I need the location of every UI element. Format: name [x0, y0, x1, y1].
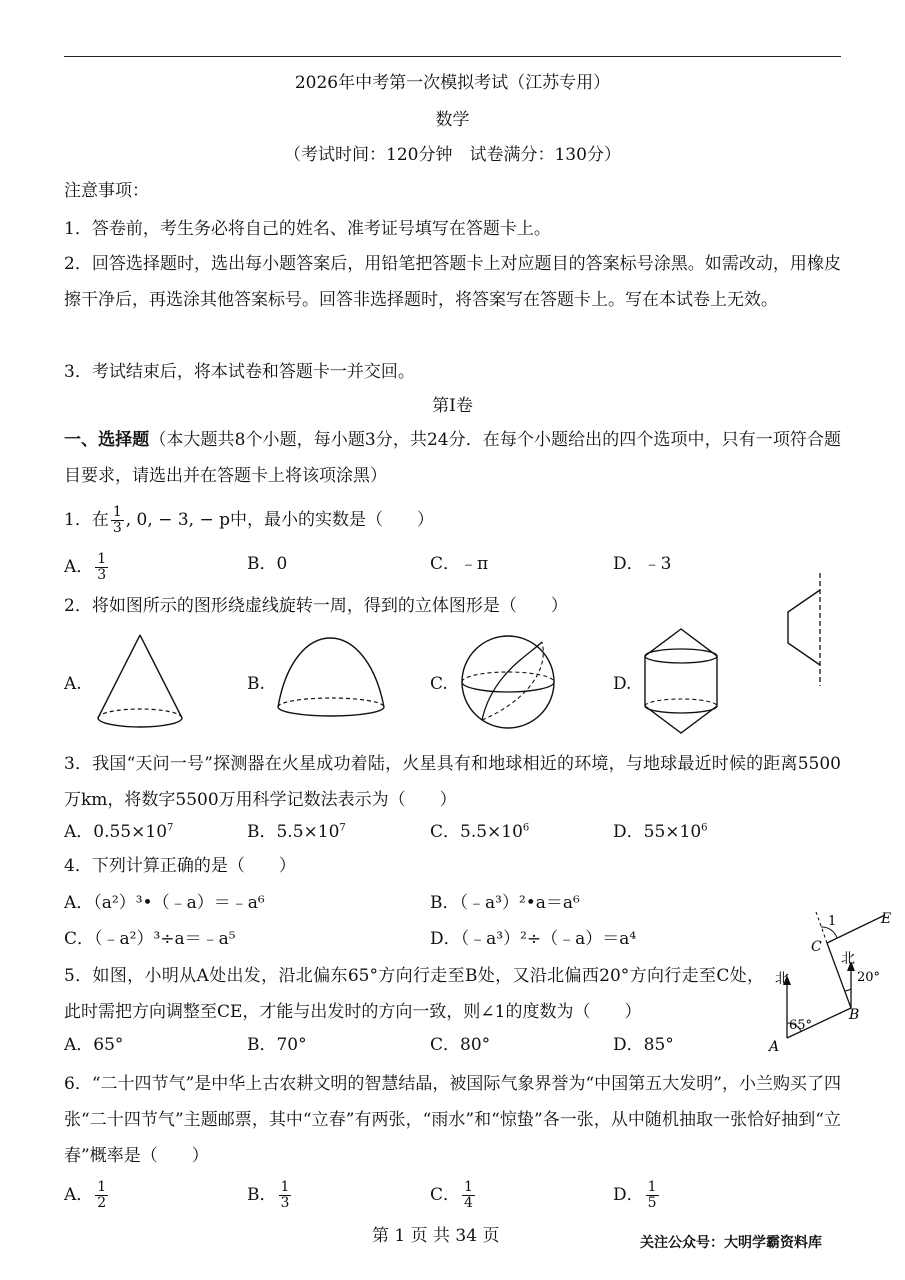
- trapezoid-figure: [780, 570, 840, 690]
- q3-c-text: C．5.5×10: [430, 822, 523, 842]
- q4-option-c: C．（﹣a²）³÷a＝﹣a⁵: [64, 929, 236, 949]
- point-b-label: B: [849, 1007, 860, 1023]
- q6-option-d: [613, 1180, 661, 1211]
- q3-b-exp: 7: [339, 822, 346, 834]
- q1-frac-num: 1: [112, 504, 122, 520]
- q3-a-exp: 7: [167, 822, 174, 834]
- q2-label-a: A.: [64, 674, 82, 694]
- paraboloid-figure: [274, 635, 394, 725]
- q3-option-a: [64, 820, 173, 844]
- note-item-3: 3．考试结束后，将本试卷和答题卡一并交回。: [64, 362, 415, 382]
- q6-d-den: 5: [647, 1195, 657, 1211]
- q3-c-exp: 6: [522, 822, 530, 834]
- q4-stem: 4．下列计算正确的是（ ）: [64, 856, 296, 876]
- q5-option-a: A．65°: [64, 1035, 124, 1055]
- q6-d-label: D．: [613, 1185, 644, 1205]
- angle-20-label: 20°: [857, 970, 881, 985]
- q6-b-num: 1: [280, 1179, 290, 1195]
- q5-stem: 5．如图，小明从A处出发，沿北偏东65°方向行走至B处，又沿北偏西20°方向行走至C处，此时需把方向调整至CE，才能与出发时的方向一致，则∠1的度数为（ ）: [64, 966, 764, 1022]
- q1-option-c: C．﹣π: [430, 554, 489, 574]
- q6-option-a: [64, 1180, 110, 1211]
- q2-stem: 2．将如图所示的图形绕虚线旋转一周，得到的立体图形是（ ）: [64, 596, 568, 616]
- page-number: 第 1 页 共 34 页: [372, 1226, 500, 1246]
- section-heading: [64, 422, 841, 494]
- q2-label-b: B.: [247, 674, 265, 694]
- q1-option-b: B．0: [247, 554, 288, 574]
- note-item-1: 1．答卷前，考生务必将自己的姓名、准考证号填写在答题卡上。: [64, 219, 551, 239]
- cone-figure: [92, 630, 192, 730]
- notes-heading: 注意事项：: [64, 181, 149, 201]
- q1-fraction: [111, 505, 124, 536]
- q3-d-text: D．55×10: [613, 822, 702, 842]
- q5-option-b: B．70°: [247, 1035, 307, 1055]
- q3-d-exp: 6: [701, 822, 708, 834]
- q6-option-c: [430, 1180, 477, 1211]
- north-label-a: 北: [775, 971, 789, 987]
- q6-b-frac: [279, 1180, 292, 1211]
- q3-option-c: [430, 820, 529, 844]
- q1-a-label: A．: [64, 557, 94, 577]
- q4-option-a: A．（a²）³•（﹣a）＝﹣a⁶: [64, 893, 265, 913]
- q6-a-num: 1: [97, 1179, 107, 1195]
- angle-1-label: 1: [828, 914, 837, 929]
- q4-option-b: B．（﹣a³）²•a＝a⁶: [430, 893, 580, 913]
- section-heading-rest: （本大题共8个小题，每小题3分，共24分．在每个小题给出的四个选项中，只有一项符合题目要求，请选出并在答题卡上将该项涂黑）: [64, 430, 842, 486]
- volume-title: 第Ⅰ卷: [432, 396, 473, 416]
- q1-stem: [64, 505, 434, 536]
- q3-stem: 3．我国“天问一号”探测器在火星成功着陆，火星具有和地球相近的环境，与地球最近时候的距离5500万km，将数字5500万用科学记数法表示为（ ）: [64, 754, 841, 810]
- point-e-label: E: [881, 911, 892, 927]
- q3-option-b: [247, 820, 346, 844]
- subject-title: 数学: [435, 110, 470, 130]
- q2-label-c: C.: [430, 674, 448, 694]
- north-label-b: 北: [841, 951, 855, 967]
- q6-b-den: 3: [280, 1195, 290, 1211]
- q6-c-label: C．: [430, 1185, 461, 1205]
- q5-option-c: C．80°: [430, 1035, 491, 1055]
- q1-a-den: 3: [97, 567, 107, 583]
- section-heading-bold: 一、选择题: [64, 430, 150, 450]
- q6-d-frac: [646, 1180, 659, 1211]
- q6-b-label: B．: [247, 1185, 277, 1205]
- q6-option-b: [247, 1180, 293, 1211]
- q6-stem: 6．“二十四节气”是中华上古农耕文明的智慧结晶，被国际气象界誉为“中国第五大发明”，小兰购买了四张“二十四节气”主题邮票，其中“立春”有两张，“雨水”和“惊蛰”各一张，从中随机抽取一张恰好抽到“立春”概率是（ ）: [64, 1074, 841, 1166]
- q1-option-d: D．﹣3: [613, 554, 672, 574]
- angle-65-label: 65°: [789, 1018, 813, 1033]
- q6-d-num: 1: [647, 1179, 657, 1195]
- q4-option-d: D．（﹣a³）²÷（﹣a）＝a⁴: [430, 929, 637, 949]
- q1-a-num: 1: [97, 551, 107, 567]
- q6-a-den: 2: [97, 1195, 107, 1211]
- sphere-figure: [460, 634, 560, 734]
- cylinder-cones-figure: [640, 626, 730, 738]
- q1-rest: , 0, − 3, − p中，最小的实数是（ ）: [125, 510, 434, 530]
- direction-figure: [765, 905, 900, 1055]
- q6-c-den: 4: [464, 1195, 473, 1211]
- point-a-label: A: [769, 1039, 780, 1055]
- note-item-2: 2．回答选择题时，选出每小题答案后，用铅笔把答题卡上对应题目的答案标号涂黑。如需改动，用橡皮擦干净后，再选涂其他答案标号。回答非选择题时，将答案写在答题卡上。写在本试卷上无效。: [64, 254, 841, 310]
- q2-label-d: D.: [613, 674, 632, 694]
- q3-b-text: B．5.5×10: [247, 822, 340, 842]
- q1-a-frac: [95, 552, 108, 583]
- exam-title: 2026年中考第一次模拟考试（江苏专用）: [294, 73, 611, 93]
- q3-a-text: A．0.55×10: [64, 822, 168, 842]
- q1-prefix: 1．在: [64, 510, 109, 530]
- q6-c-frac: [462, 1180, 475, 1211]
- point-c-label: C: [811, 939, 822, 955]
- footer-note: 关注公众号：大明学霸资料库: [640, 1235, 822, 1251]
- q3-option-d: [613, 820, 708, 844]
- q6-a-label: A．: [64, 1185, 94, 1205]
- q1-frac-den: 3: [112, 520, 122, 536]
- q6-a-frac: [95, 1180, 108, 1211]
- top-rule: [64, 56, 841, 57]
- q1-option-a: [64, 552, 110, 583]
- q5-option-d: D．85°: [613, 1035, 674, 1055]
- q6-c-num: 1: [464, 1179, 473, 1195]
- exam-info: （考试时间：120分钟 试卷满分：130分）: [284, 145, 621, 165]
